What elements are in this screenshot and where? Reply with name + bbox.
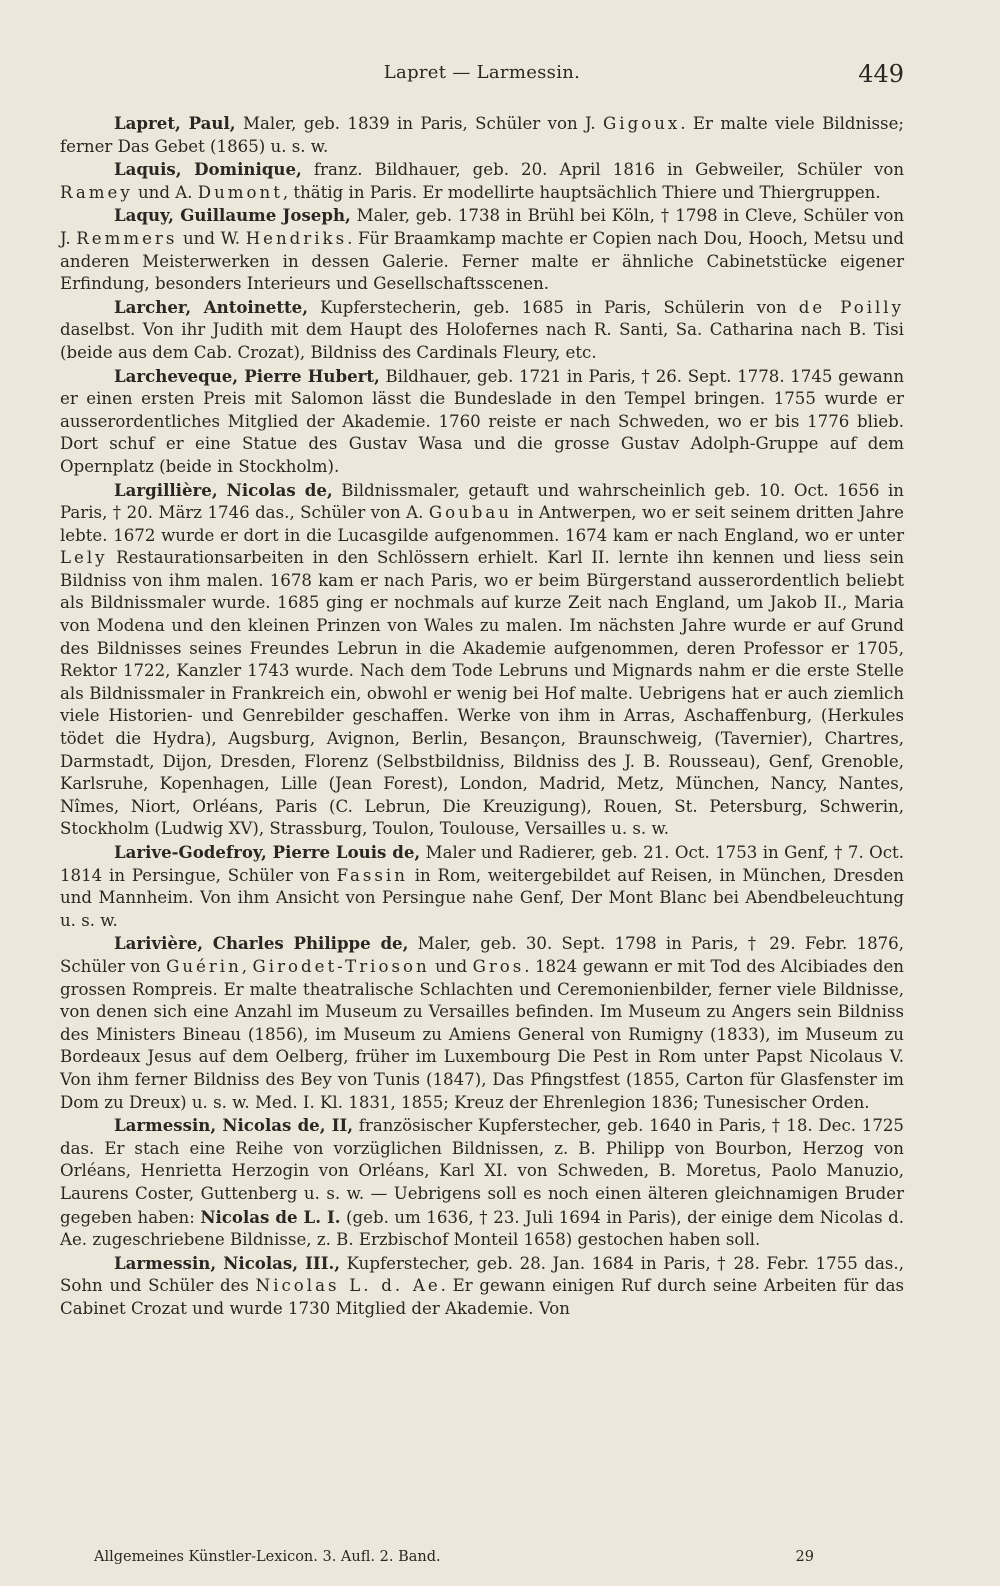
entry-text: Kupferstecher, geb. 28. Jan. 1684 in Paris, † 28. Febr. 1755 das., Sohn und Schüler des bbox=[60, 1253, 904, 1296]
entry-name: Larmessin, Nicolas de, II, bbox=[114, 1115, 354, 1136]
spaced-name: Lely bbox=[60, 548, 108, 568]
spaced-name: Fassin bbox=[336, 865, 408, 885]
entry-larcheveque bbox=[60, 365, 904, 479]
entry-larive-godefroy bbox=[60, 841, 904, 932]
entry-name: Larive-Godefroy, Pierre Louis de, bbox=[114, 842, 421, 862]
spaced-name: Hendriks bbox=[245, 228, 348, 248]
entry-name: Lapret, Paul, bbox=[114, 113, 236, 133]
spaced-name: Nicolas L. d. Ae bbox=[255, 1276, 441, 1296]
entry-laquis bbox=[60, 158, 904, 204]
running-title: Lapret — Larmessin. bbox=[383, 62, 581, 83]
entry-larmessin-iii bbox=[60, 1252, 904, 1321]
entry-text: Maler, geb. 30. Sept. 1798 in Paris, † 29. Febr. 1876, Schüler von bbox=[60, 934, 905, 976]
entry-name: Laquis, Dominique, bbox=[114, 159, 302, 180]
entry-text: Restaurationsarbeiten in den Schlössern erhielt. Karl II. lernte ihn kennen und liess sein Bildniss von ihm malen. 1678 kam er nach Paris, wo er beim Bürgerstand ausserordentlich beliebt als Bildnissmaler wurde. 1685 ging er nochmals auf kurze Zeit nach England, um Jakob II., Maria von Modena und den kleinen Prinzen von Wales zu malen. Im nächsten Jahre wurde er auf Grund des Bildnisses seines Freundes Lebrun in die Akademie aufgenommen, deren Professor er 1705, Rektor 1722, Kanzler 1743 wurde. Nach dem Tode Lebruns und Mignards nahm er die erste Stelle als Bildnissmaler in Frankreich ein, obwohl er wenig bei Hof malte. Uebrigens hat er auch ziemlich viele Historien- und Genrebilder geschaffen. Werke von ihm in Arras, Aschaffenburg, (Herkules tödet die Hydra), Augsburg, Avignon, Berlin, Besançon, Braunschweig, (Tavernier), Chartres, Darmstadt, Dijon, Dresden, Florenz (Selbstbildniss, Bildniss des J. B. Rousseau), Genf, Grenoble, Karlsruhe, Kopenhagen, Lille (Jean Forest), London, Madrid, Metz, München, Nancy, Nantes, Nîmes, Niort, Orléans, Paris (C. Lebrun, Die Kreuzigung), Rouen, St. Petersburg, Schwerin, Stockholm (Ludwig XV), Strassburg, Toulon, Toulouse, Versailles u. s. w. bbox=[60, 548, 904, 839]
entry-text: und A. bbox=[132, 182, 198, 202]
entry-name: Larivière, Charles Philippe de, bbox=[114, 933, 409, 954]
entry-text: . 1824 gewann er mit Tod des Alcibiades den grossen Rompreis. Er malte theatralische Schlachten und Ceremonienbilder, ferner viele Bildnisse, von denen sich eine Anzahl im Museum zu Versailles befinden. Im Museum zu Angers sein Bildniss des Ministers Bineau (1856), im Museum zu Amiens General von Rumigny (1833), im Museum zu Bordeaux Jesus auf dem Oelberg, früher im Luxembourg Die Pest in Rom unter Papst Nicolaus V. Von ihm ferner Bildniss des Bey von Tunis (1847), Das Pfingstfest (1855, Carton für Glasfenster im Dom zu Dreux) u. s. w. Med. I. Kl. 1831, 1855; Kreuz der Ehrenlegion 1836; Tunesischer Orden. bbox=[60, 956, 904, 1112]
entry-name: Larmessin, Nicolas, III., bbox=[114, 1252, 341, 1273]
spaced-name: Dumont bbox=[197, 182, 283, 202]
spaced-name: Goubau bbox=[428, 503, 512, 523]
spaced-name: Guérin bbox=[166, 956, 242, 976]
entry-text: Maler und Radierer, geb. 21. Oct. 1753 in Genf, † 7. Oct. 1814 in Persingue, Schüler von bbox=[60, 843, 904, 885]
entry-text: . Er gewann einigen Ruf durch seine Arbeiten für das Cabinet Crozat und wurde 1730 Mitglied der Akademie. Von bbox=[60, 1276, 904, 1318]
spaced-name: Gigoux bbox=[603, 114, 681, 133]
entry-text: Kupferstecherin, geb. 1685 in Paris, Schülerin von bbox=[320, 297, 799, 317]
spaced-name: Remmers bbox=[76, 228, 178, 248]
entry-text: . Er malte viele Bildnisse; ferner Das Gebet (1865) u. s. w. bbox=[60, 114, 904, 156]
entry-name: Laquy, Guillaume Joseph, bbox=[114, 205, 351, 226]
inline-bold-name: Nicolas de L. I. bbox=[200, 1206, 341, 1227]
entry-text: Maler, geb. 1839 in Paris, Schüler von J. bbox=[242, 114, 604, 133]
entry-text: . Für Braamkamp machte er Copien nach Dou, Hooch, Metsu und anderen Meisterwerken in dessen Galerie. Ferner malte er ähnliche Cabinetstücke eigener Erfindung, besonders Interieurs und Gesellschaftsscenen. bbox=[60, 228, 904, 294]
entry-lapret bbox=[60, 112, 904, 158]
spaced-name: Gros bbox=[472, 956, 525, 976]
entry-text: in Antwerpen, wo er seit seinem dritten Jahre lebte. 1672 wurde er dort in die Lucasgilde aufgenommen. 1674 kam er nach England, wo er unter bbox=[60, 503, 904, 545]
entry-largilliere bbox=[60, 479, 904, 842]
lexicon-body bbox=[60, 112, 904, 1320]
entry-name: Larcher, Antoinette, bbox=[114, 296, 309, 317]
entry-text: Bildnissmaler, getauft und wahrscheinlich geb. 10. Oct. 1656 in Paris, † 20. März 1746 das., Schüler von A. bbox=[60, 480, 904, 523]
entry-text: , bbox=[241, 956, 253, 976]
entry-name: Largillière, Nicolas de, bbox=[114, 479, 333, 500]
entry-text: in Rom, weitergebildet auf Reisen, in München, Dresden und Mannheim. Von ihm Ansicht von Persingue nahe Genf, Der Mont Blanc bei Abendbeleuchtung u. s. w. bbox=[60, 865, 904, 930]
entry-text: , thätig in Paris. Er modellirte hauptsächlich Thiere und Thiergruppen. bbox=[282, 182, 881, 202]
entry-text: französischer Kupferstecher, geb. 1640 in Paris, † 18. Dec. 1725 das. Er stach eine Reihe von vorzüglichen Bildnissen, z. B. Philipp von Bourbon, Herzog von Orléans, Henrietta Herzogin von Orléans, Karl XI. von Schweden, B. Moretus, Paolo Manuzio, Laurens Coster, Guttenberg u. s. w. — Uebrigens soll es noch einen älteren gleichnamigen Bruder gegeben haben: bbox=[60, 1116, 904, 1227]
signature-footer bbox=[94, 1549, 814, 1571]
running-header bbox=[60, 60, 904, 88]
signature-number: 29 bbox=[795, 1549, 814, 1565]
entry-text: (geb. um 1636, † 23. Juli 1694 in Paris), der einige dem Nicolas d. Ae. zugeschriebene Bildnisse, z. B. Erzbischof Monteil 1658) gestochen haben soll. bbox=[60, 1207, 905, 1250]
publication-line: Allgemeines Künstler-Lexicon. 3. Aufl. 2. Band. bbox=[94, 1549, 441, 1565]
entry-text: Maler, geb. 1738 in Brühl bei Köln, † 1798 in Cleve, Schüler von J. bbox=[60, 206, 905, 248]
spaced-name: Girodet-Trioson bbox=[252, 956, 430, 976]
entry-text: und W. bbox=[177, 228, 246, 248]
entry-text: daselbst. Von ihr Judith mit dem Haupt des Holofernes nach R. Santi, Sa. Catharina nach B. Tisi (beide aus dem Cab. Crozat), Bildniss des Cardinals Fleury, etc. bbox=[60, 320, 904, 362]
entry-larcher bbox=[60, 296, 904, 365]
entry-text: franz. Bildhauer, geb. 20. April 1816 in Gebweiler, Schüler von bbox=[313, 160, 905, 180]
entry-text: Bildhauer, geb. 1721 in Paris, † 26. Sept. 1778. 1745 gewann er einen ersten Preis mit Salomon lässt die Bundeslade in den Tempel bringen. 1755 wurde er ausserordentliches Mitglied der Akademie. 1760 reiste er nach Schweden, wo er bis 1776 blieb. Dort schuf er eine Statue des Gustav Wasa und die grosse Gustav Adolph-Gruppe auf dem Opernplatz (beide in Stockholm). bbox=[60, 366, 905, 476]
spaced-name: de Poilly bbox=[798, 297, 904, 317]
entry-larmessin-ii bbox=[60, 1114, 904, 1252]
spaced-name: Ramey bbox=[60, 182, 133, 202]
entry-laquy bbox=[60, 204, 904, 295]
entry-text: und bbox=[429, 956, 473, 976]
page-number: 449 bbox=[858, 60, 904, 88]
entry-name: Larcheveque, Pierre Hubert, bbox=[114, 365, 380, 386]
entry-lariviere bbox=[60, 932, 904, 1114]
